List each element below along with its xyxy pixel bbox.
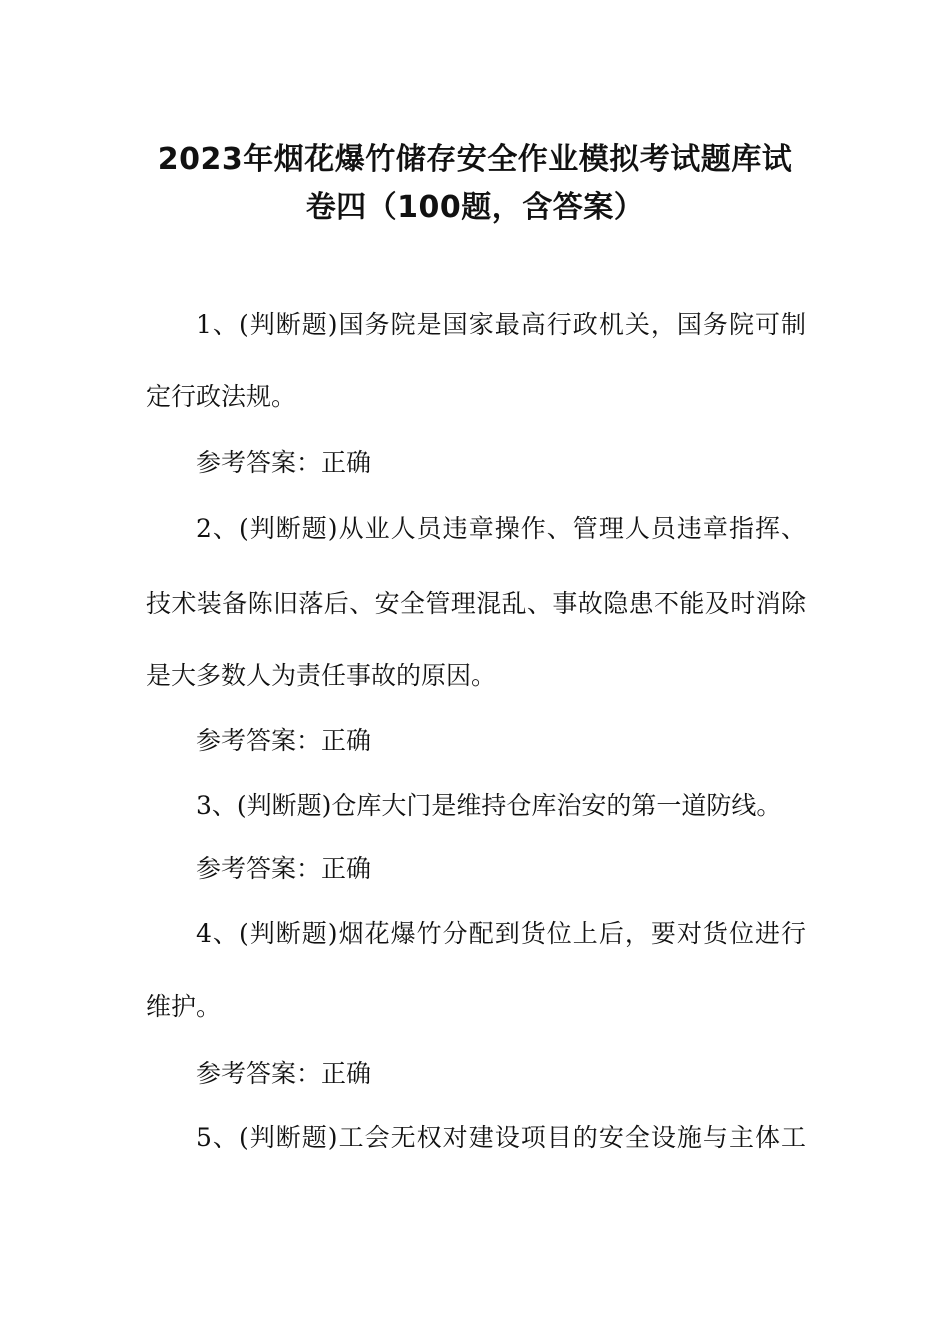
- document-title-line-1: 2023年烟花爆竹储存安全作业模拟考试题库试: [157, 142, 793, 177]
- document-title-line-2: 卷四（100题，含答案）: [305, 190, 645, 225]
- answer-2: 参考答案：正确: [196, 726, 372, 755]
- answer-3: 参考答案：正确: [196, 854, 372, 883]
- question-3-line-1: 3、(判断题)仓库大门是维持仓库治安的第一道防线。: [196, 791, 782, 820]
- answer-1: 参考答案：正确: [196, 448, 372, 477]
- question-2-line-1: 2、(判断题)从业人员违章操作、管理人员违章指挥、: [196, 514, 806, 543]
- question-5-line-1: 5、(判断题)工会无权对建设项目的安全设施与主体工: [196, 1123, 806, 1152]
- question-2-line-3: 是大多数人为责任事故的原因。: [146, 661, 497, 690]
- question-4-line-1: 4、(判断题)烟花爆竹分配到货位上后，要对货位进行: [196, 919, 806, 948]
- question-2-line-2: 技术装备陈旧落后、安全管理混乱、事故隐患不能及时消除: [146, 589, 806, 618]
- question-1-line-1: 1、(判断题)国务院是国家最高行政机关，国务院可制: [196, 310, 806, 339]
- question-1-line-2: 定行政法规。: [146, 382, 297, 411]
- question-4-line-2: 维护。: [146, 992, 222, 1021]
- answer-4: 参考答案：正确: [196, 1059, 372, 1088]
